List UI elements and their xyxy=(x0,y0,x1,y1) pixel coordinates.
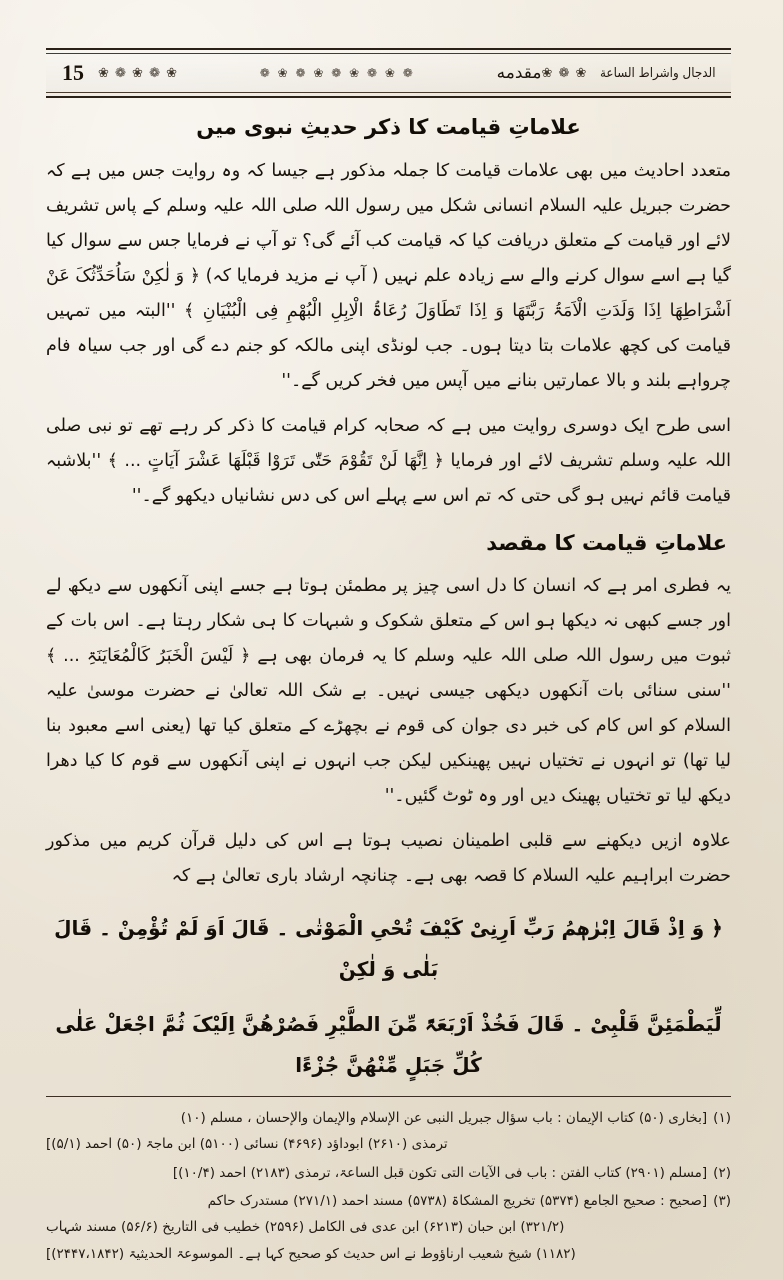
page-number: 15 xyxy=(62,60,84,85)
section-title-2: علاماتِ قیامت کا مقصد xyxy=(486,530,727,555)
ornament-icon: ❀ ❁ ❀ xyxy=(541,65,588,81)
page-header xyxy=(46,48,731,98)
footnote-line: (۳۲۱/۲) ابن حبان (۶۲۱۳) ابن عدی فی الکامل (۲۵۹۶) خطیب فی التاریخ (۵۶/۶) مسند شہاب xyxy=(46,1219,565,1236)
section-title-1: علاماتِ قیامت کا ذکر حدیثِ نبوی میں xyxy=(196,115,581,139)
paragraph: اسی طرح ایک دوسری روایت میں ہے کہ صحابہ کرام قیامت کا ذکر کر رہے تھے تو نبی صلی اللہ علیہ وسلم تشریف لائے اور فرمایا ﴿ اِنَّھَا لَنْ تَقُوْمَ حَتّٰی تَرَوْا قَبْلَھَا عَشْرَ آیَاتٍ ... ﴾ ''بلاشبہ قیامت قائم نہیں ہو گی حتی کہ تم اس سے پہلے اس کی دس نشانیاں دیکھو گے۔'' xyxy=(46,415,731,506)
footnote-divider xyxy=(46,1096,731,1097)
header-right-group xyxy=(541,66,721,81)
footnote-text xyxy=(46,1105,707,1158)
footnote-line: (۱۱۸۲) شیخ شعیب ارناؤوط نے اس حدیث کو صحیح کہا ہے۔ الموسوعۃ الحدیثیۃ (۲۴۴۷،۱۸۴۲)] xyxy=(46,1245,576,1262)
quran-verse-line: ﴿ وَ اِذْ قَالَ اِبْرٰھٖمُ رَبِّ اَرِنِیْ کَیْفَ تُحْیِ الْمَوْتٰی ۔ قَالَ اَوَ لَمْ تُؤْمِنْ ۔ قَالَ بَلٰی وَ لٰکِنْ xyxy=(54,916,723,981)
footnote-number: (۲) xyxy=(713,1164,731,1181)
footnote-item xyxy=(46,1160,731,1186)
paragraph: متعدد احادیث میں بھی علامات قیامت کا جملہ مذکور ہے جیسا کہ وہ روایت جس میں ہے کہ حضرت جبریل علیہ السلام انسانی شکل میں رسول اللہ صلی اللہ علیہ وسلم کے پاس تشریف لائے اور قیامت کے متعلق دریافت کیا کہ قیامت کب آئے گی؟ تو آپ نے فرمایا جس سے سوال کیا گیا ہے اسے سوال کرنے والے سے زیادہ علم نہیں ( آپ نے مزید فرمایا کہ) ﴿ وَ لٰکِنْ سَاُحَدِّثُکَ عَنْ اَشْرَاطِھَا اِذَا وَلَدَتِ الْاَمَۃُ رَبَّتَھَا وَ اِذَا تَطَاوَلَ رُعَاۃُ الْاِبِلِ الْبُھْمِ فِی الْبُنْیَانِ ﴾ ''البتہ میں تمہیں قیامت کی کچھ علامات بتا دیتا ہوں۔ جب لونڈی اپنی مالکہ کو جنم دے گی اور جب سیاہ فام چرواہے بلند و بالا عمارتیں بنانے میں آپس میں فخر کریں گے۔'' xyxy=(46,160,731,391)
footnote-line: [صحیح : صحیح الجامع (۵۳۷۴) تخریج المشکاۃ (۵۷۳۸) مسند احمد (۲۷۱/۱) مستدرک حاکم xyxy=(207,1192,708,1209)
footnote-item xyxy=(46,1188,731,1267)
ornament-center-icon: ❁ ❀ ❁ ❀ ❁ ❀ ❁ ❀ ❁ xyxy=(259,66,415,80)
footnote-line: [مسلم (۲۹۰۱) کتاب الفتن : باب فی الآیات التی تکون قبل الساعۃ، ترمذی (۲۱۸۳) احمد (۱۰/۴)] xyxy=(172,1164,708,1181)
book-title: الدجال واشراط الساعة xyxy=(600,65,716,81)
footnote-line: [بخاری (۵۰) کتاب الإیمان : باب سؤال جبریل النبی عن الإسلام والإیمان والإحسان ، مسلم (۱۰) xyxy=(180,1110,708,1126)
header-left-group xyxy=(56,60,178,86)
ornament-left-icon: ❀ ❁ ❀ ❁ ❀ xyxy=(98,65,178,81)
footnote-item xyxy=(46,1105,731,1158)
footnote-line: ترمذی (۲۶۱۰) ابوداؤد (۴۶۹۶) نسائی (۵۱۰۰) ابن ماجۃ (۵۰) احمد (۵/۱)] xyxy=(46,1136,448,1153)
quran-verse-line: لِّیَطْمَئِنَّ قَلْبِیْ ۔ قَالَ فَخُذْ اَرْبَعَۃً مِّنَ الطَّیْرِ فَصُرْھُنَّ اِلَیْکَ ثُمَّ اجْعَلْ عَلٰی کُلِّ جَبَلٍ مِّنْھُنَّ جُزْءًا xyxy=(55,1012,722,1077)
footnote-text xyxy=(46,1188,707,1267)
paragraph: علاوہ ازیں دیکھنے سے قلبی اطمینان نصیب ہوتا ہے اس کی دلیل قرآن کریم میں مذکور حضرت ابراہیم علیہ السلام کا قصہ بھی ہے۔ چنانچہ ارشاد باری تعالیٰ ہے کہ xyxy=(46,831,731,886)
footnote-number: (۳) xyxy=(713,1192,731,1209)
footnotes xyxy=(46,1105,731,1267)
footnote-text xyxy=(46,1160,707,1186)
chapter-title: مقدمه xyxy=(496,63,542,83)
page-content xyxy=(46,112,731,1086)
footnote-number: (۱) xyxy=(713,1110,731,1126)
paragraph: یہ فطری امر ہے کہ انسان کا دل اسی چیز پر مطمئن ہوتا ہے جسے اپنی آنکھوں سے دیکھ لے اور جسے کبھی نہ دیکھا ہو اس کے متعلق شکوک و شبہات کا ہی شکار رہتا ہے۔ اس بات کے ثبوت میں رسول اللہ صلی اللہ علیہ وسلم کا یہ فرمان بھی ہے ﴿ لَیْسَ الْخَبَرُ کَالْمُعَایَنَۃِ ... ﴾ ''سنی سنائی بات آنکھوں دیکھی جیسی نہیں۔ بے شک اللہ تعالیٰ نے حضرت موسیٰ علیہ السلام کو اس کام کی خبر دی جوان کی قوم نے بچھڑے کے متعلق کیا تھا (یعنی اسے معبود بنا لیا تھا) تو انہوں نے تختیاں نہیں پھینکیں لیکن جب انہوں نے اپنی آنکھوں سے قوم کا کیا دھرا دیکھ لیا تو تختیاں پھینک دیں اور وہ ٹوٹ گئیں۔'' xyxy=(46,576,731,806)
